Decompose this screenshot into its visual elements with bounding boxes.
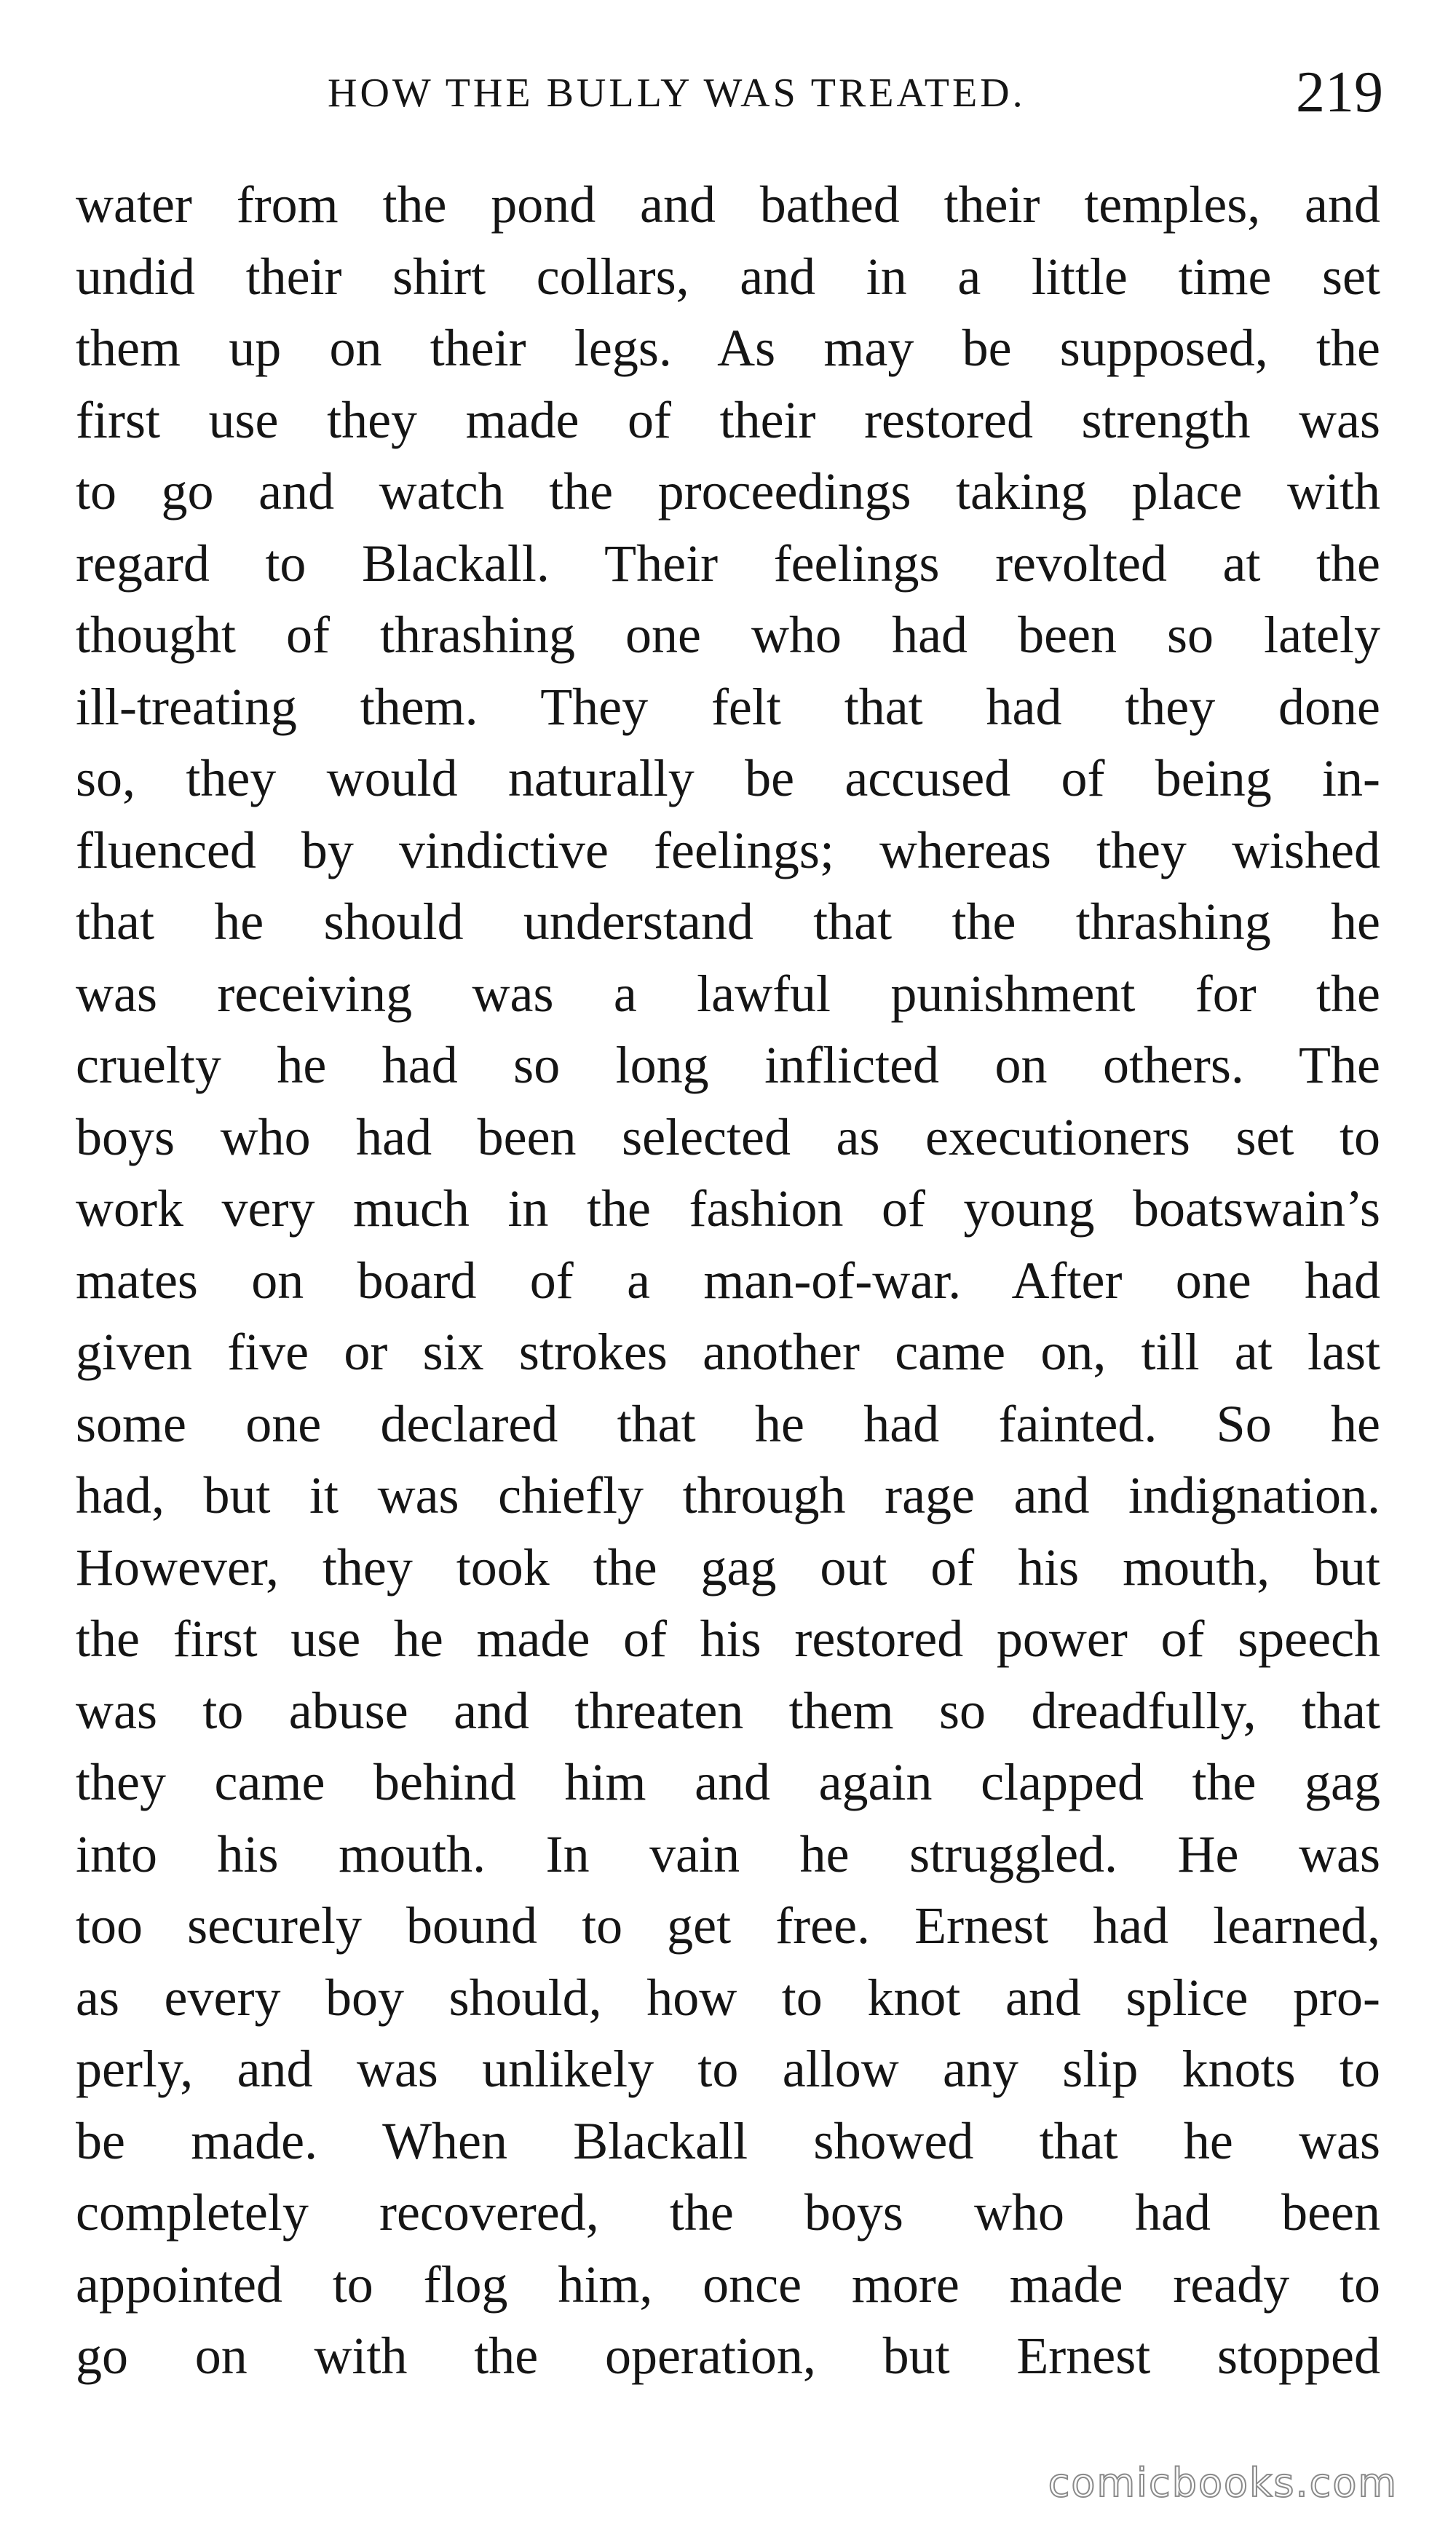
text-line: them up on their legs. As may be supposed, the: [76, 319, 1380, 377]
text-line: cruelty he had so long inflicted on others. The: [76, 1036, 1380, 1094]
text-line: However, they took the gag out of his mouth, but: [76, 1538, 1380, 1597]
text-line: as every boy should, how to knot and splice pro-: [76, 1968, 1380, 2027]
text-line: had, but it was chiefly through rage and indignation.: [76, 1466, 1380, 1524]
running-head: [73, 60, 1383, 124]
text-line: to go and watch the proceedings taking place with: [76, 462, 1380, 521]
text-line: mates on board of a man-of-war. After one had: [76, 1251, 1380, 1310]
text-line: was to abuse and threaten them so dreadfully, that: [76, 1681, 1380, 1740]
text-line: the first use he made of his restored power of speech: [76, 1610, 1380, 1668]
text-line: given five or six strokes another came on, till at last: [76, 1323, 1380, 1381]
watermark: comicbooks.com: [1048, 2460, 1398, 2506]
text-line: that he should understand that the thrashing he: [76, 893, 1380, 951]
text-line: completely recovered, the boys who had been: [76, 2183, 1380, 2242]
text-line: boys who had been selected as executioners set to: [76, 1107, 1380, 1166]
running-title: HOW THE BULLY WAS TREATED.: [328, 71, 1026, 116]
text-line: water from the pond and bathed their temples, and: [76, 175, 1380, 234]
text-line: into his mouth. In vain he struggled. He was: [76, 1824, 1380, 1883]
body-text: [76, 169, 1380, 2392]
text-line: work very much in the fashion of young boatswain’s: [76, 1179, 1380, 1238]
text-line: too securely bound to get free. Ernest had learned,: [76, 1896, 1380, 1955]
text-line: go on with the operation, but Ernest stopped: [76, 2327, 1380, 2385]
text-line: be made. When Blackall showed that he was: [76, 2111, 1380, 2170]
text-line: perly, and was unlikely to allow any slip knots to: [76, 2040, 1380, 2098]
text-line: they came behind him and again clapped the gag: [76, 1753, 1380, 1811]
text-line: regard to Blackall. Their feelings revolted at the: [76, 534, 1380, 593]
page-number: 219: [1296, 60, 1383, 124]
text-line: some one declared that he had fainted. So he: [76, 1394, 1380, 1453]
text-line: thought of thrashing one who had been so lately: [76, 606, 1380, 664]
text-line: so, they would naturally be accused of being in-: [76, 749, 1380, 807]
text-line: first use they made of their restored strength was: [76, 390, 1380, 449]
text-line: was receiving was a lawful punishment for the: [76, 964, 1380, 1023]
text-line: appointed to flog him, once more made ready to: [76, 2255, 1380, 2314]
text-line: ill-treating them. They felt that had they done: [76, 677, 1380, 736]
text-line: fluenced by vindictive feelings; whereas they wished: [76, 820, 1380, 879]
text-line: undid their shirt collars, and in a little time set: [76, 247, 1380, 306]
